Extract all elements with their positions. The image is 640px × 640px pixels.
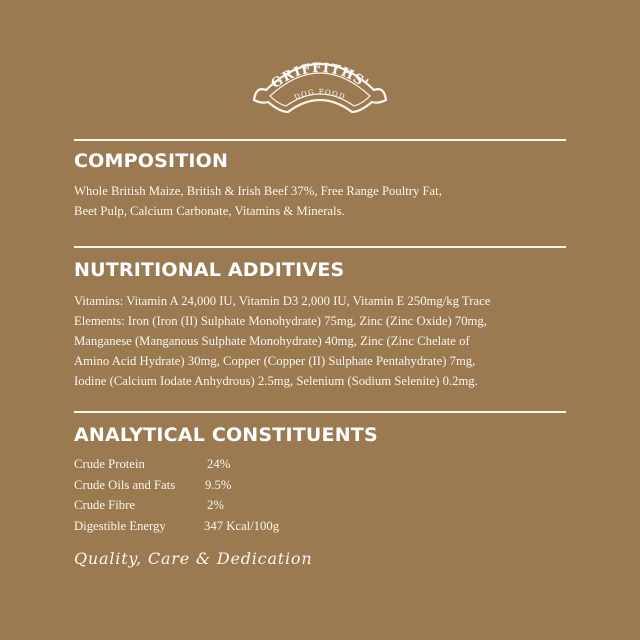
constituent-label: Digestible Energy <box>74 518 166 533</box>
tagline: Quality, Care & Dedication <box>74 549 313 568</box>
composition-heading: COMPOSITION <box>74 150 229 172</box>
nutritional-line: Amino Acid Hydrate) 30mg, Copper (Copper (II) Sulphate Pentahydrate) 7mg, <box>74 354 476 368</box>
divider-nutritional <box>74 246 566 248</box>
constituent-value: 9.5% <box>205 477 232 492</box>
svg-text:GRIFFITHS' <box>269 61 372 92</box>
divider-analytical <box>74 411 566 413</box>
composition-text <box>74 181 574 221</box>
analytical-heading: ANALYTICAL CONSTITUENTS <box>74 424 378 446</box>
nutritional-line: Vitamins: Vitamin A 24,000 IU, Vitamin D3 2,000 IU, Vitamin E 250mg/kg Trace <box>74 294 491 308</box>
nutritional-line: Iodine (Calcium Iodate Anhydrous) 2.5mg, Selenium (Sodium Selenite) 0.2mg. <box>74 374 478 388</box>
nutritional-text <box>74 291 574 391</box>
nutritional-line: Manganese (Manganous Sulphate Monohydrate) 40mg, Zinc (Zinc Chelate of <box>74 334 470 348</box>
nutritional-heading: NUTRITIONAL ADDITIVES <box>74 259 345 281</box>
constituent-value: 2% <box>207 498 224 512</box>
nutritional-line: Elements: Iron (Iron (II) Sulphate Monohydrate) 75mg, Zinc (Zinc Oxide) 70mg, <box>74 314 487 328</box>
logo-subtitle-text: DOG FOOD <box>293 87 347 102</box>
constituent-label: Crude Fibre <box>74 498 135 512</box>
constituent-label: Crude Protein <box>74 457 145 471</box>
logo-badge <box>244 40 396 120</box>
brand-logo <box>244 40 396 120</box>
composition-line: Whole British Maize, British & Irish Beef 37%, Free Range Poultry Fat, <box>74 184 442 198</box>
constituent-value: 347 Kcal/100g <box>204 518 280 533</box>
divider-top <box>74 139 566 141</box>
constituent-label: Crude Oils and Fats <box>74 477 176 492</box>
constituent-value: 24% <box>207 457 231 471</box>
logo-brand-text: GRIFFITHS' <box>268 60 372 92</box>
composition-line: Beet Pulp, Calcium Carbonate, Vitamins & Minerals. <box>74 204 345 218</box>
